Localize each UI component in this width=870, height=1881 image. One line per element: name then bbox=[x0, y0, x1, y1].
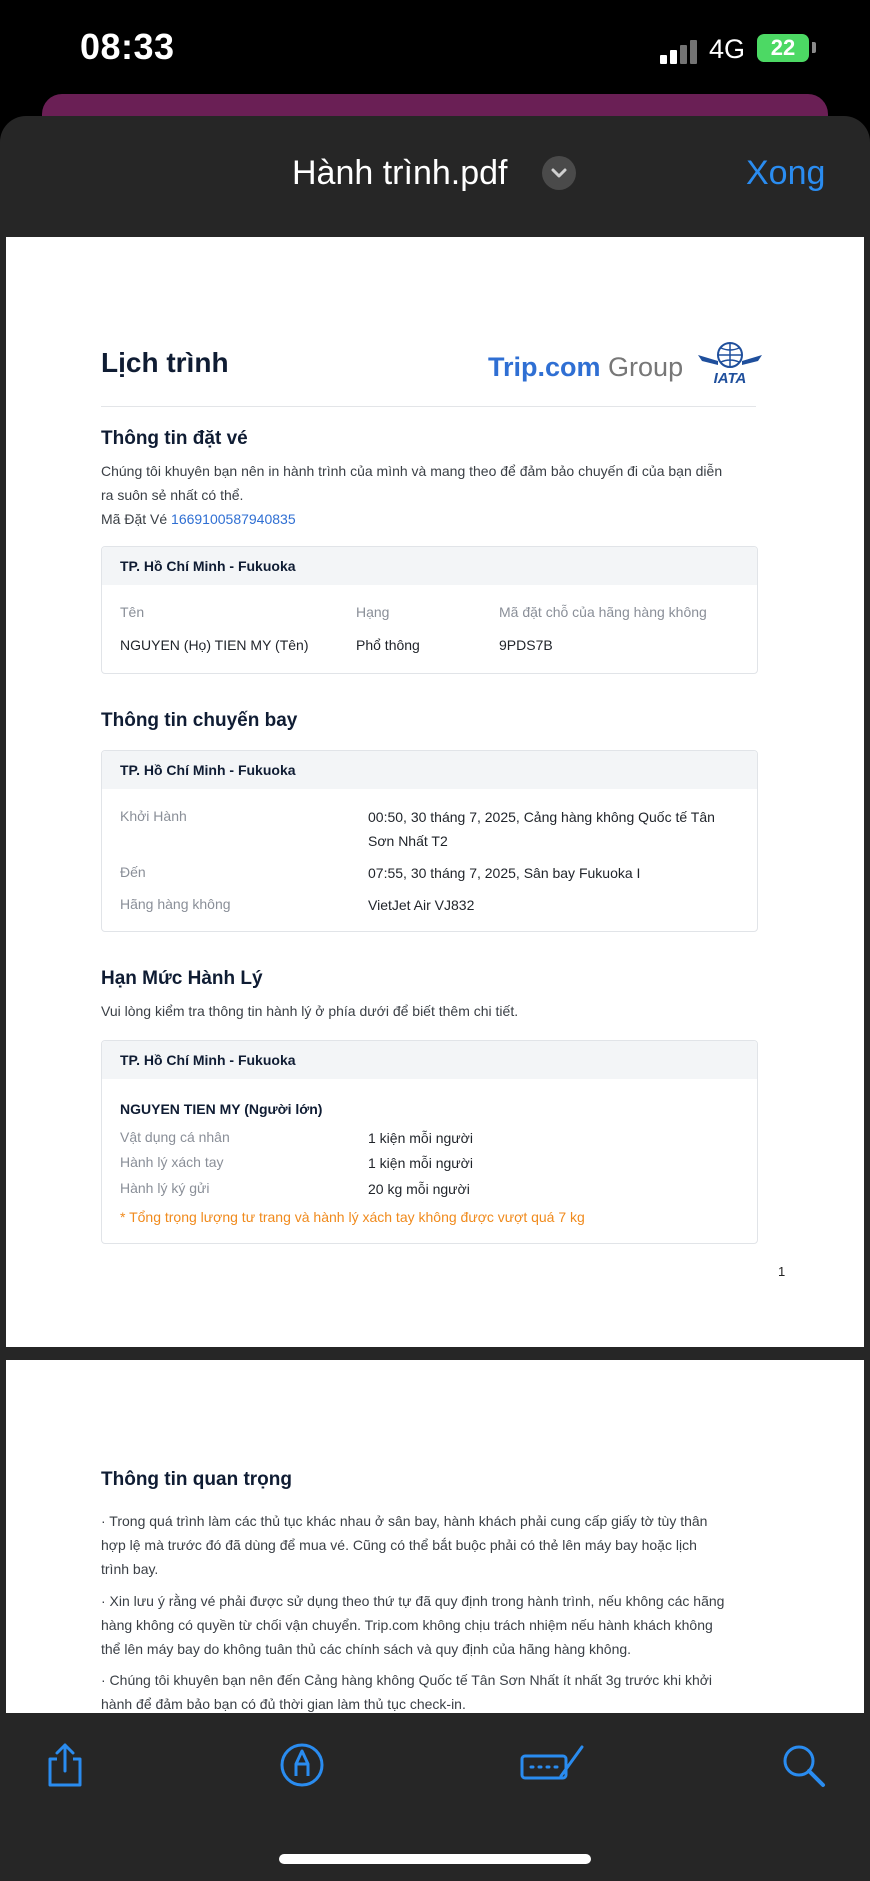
document-title[interactable]: Hành trình.pdf bbox=[292, 154, 508, 192]
logo-group-text: Group bbox=[608, 352, 684, 382]
home-indicator[interactable] bbox=[279, 1854, 591, 1864]
search-icon[interactable] bbox=[780, 1742, 826, 1788]
baggage-passenger: NGUYEN TIEN MY (Người lớn) bbox=[120, 1101, 323, 1117]
doc-title: Lịch trình bbox=[101, 347, 229, 378]
booking-intro bbox=[101, 459, 761, 531]
booking-code-row bbox=[101, 507, 761, 531]
important-para-3 bbox=[101, 1668, 761, 1716]
depart-label: Khởi Hành bbox=[120, 808, 187, 824]
booking-card bbox=[101, 546, 758, 674]
baggage-card bbox=[101, 1040, 758, 1244]
share-icon[interactable] bbox=[42, 1742, 88, 1788]
airline-pnr: 9PDS7B bbox=[499, 637, 553, 653]
personal-item-value: 1 kiện mỗi người bbox=[368, 1130, 473, 1146]
depart-value-line-2: Sơn Nhất T2 bbox=[368, 833, 448, 849]
airline-label: Hãng hàng không bbox=[120, 896, 231, 912]
battery-tip bbox=[812, 42, 816, 53]
arrive-value: 07:55, 30 tháng 7, 2025, Sân bay Fukuoka I bbox=[368, 865, 641, 881]
carryon-label: Hành lý xách tay bbox=[120, 1154, 224, 1170]
booking-intro-line-1: Chúng tôi khuyên bạn nên in hành trình của mình và mang theo để đảm bảo chuyến đi của bạn diễn bbox=[101, 463, 723, 479]
booking-code-label: Mã Đặt Vé bbox=[101, 511, 168, 527]
cabin-class: Phổ thông bbox=[356, 637, 420, 653]
page-number: 1 bbox=[778, 1264, 786, 1279]
flight-card-route: TP. Hồ Chí Minh - Fukuoka bbox=[102, 751, 757, 789]
important-p1-line-3: trình bay. bbox=[101, 1561, 159, 1577]
important-p3-line-2: hành để đảm bảo bạn có đủ thời gian làm thủ tục check-in. bbox=[101, 1696, 466, 1712]
markup-icon[interactable] bbox=[279, 1742, 325, 1788]
flight-card bbox=[101, 750, 758, 932]
signal-icon bbox=[660, 38, 700, 64]
depart-value-line-1: 00:50, 30 tháng 7, 2025, Cảng hàng không Quốc tế Tân bbox=[368, 809, 715, 825]
baggage-heading: Hạn Mức Hành Lý bbox=[101, 968, 263, 989]
header-divider bbox=[101, 406, 756, 407]
battery-icon bbox=[757, 34, 809, 62]
baggage-note: * Tổng trọng lượng tư trang và hành lý xách tay không được vượt quá 7 kg bbox=[120, 1209, 585, 1225]
title-menu-button[interactable] bbox=[542, 156, 576, 190]
passenger-name: NGUYEN (Họ) TIEN MY (Tên) bbox=[120, 637, 309, 653]
booking-heading: Thông tin đặt vé bbox=[101, 428, 248, 449]
important-p3-line-1: · Chúng tôi khuyên bạn nên đến Cảng hàng không Quốc tế Tân Sơn Nhất ít nhất 3g trước khi khởi bbox=[101, 1672, 713, 1688]
logo-trip-text: Trip.com bbox=[488, 352, 601, 382]
personal-item-label: Vật dụng cá nhân bbox=[120, 1129, 230, 1145]
signature-icon[interactable] bbox=[519, 1742, 587, 1788]
battery-level: 22 bbox=[770, 35, 796, 60]
booking-card-route: TP. Hồ Chí Minh - Fukuoka bbox=[102, 547, 757, 585]
status-time: 08:33 bbox=[80, 26, 175, 67]
arrive-label: Đến bbox=[120, 864, 146, 880]
booking-code-link[interactable]: 1669100587940835 bbox=[171, 511, 296, 527]
iata-logo bbox=[696, 341, 764, 385]
col-name-label: Tên bbox=[120, 604, 145, 620]
done-button[interactable]: Xong bbox=[746, 154, 826, 192]
network-type: 4G bbox=[709, 34, 746, 64]
checked-value: 20 kg mỗi người bbox=[368, 1181, 470, 1197]
col-class-label: Hạng bbox=[356, 604, 390, 620]
booking-intro-line-2: ra suôn sẻ nhất có thể. bbox=[101, 487, 244, 503]
important-p1-line-2: hợp lệ mà trước đó đã dùng để mua vé. Cũng có thể bắt buộc phải có thẻ lên máy bay hoặc lịch bbox=[101, 1537, 697, 1553]
carryon-value: 1 kiện mỗi người bbox=[368, 1155, 473, 1171]
important-para-2 bbox=[101, 1589, 761, 1661]
important-heading: Thông tin quan trọng bbox=[101, 1469, 293, 1490]
important-para-1 bbox=[101, 1509, 761, 1581]
important-p2-line-1: · Xin lưu ý rằng vé phải được sử dụng theo thứ tự đã quy định trong hành trình, nếu không các hãng bbox=[101, 1593, 725, 1609]
baggage-card-route: TP. Hồ Chí Minh - Fukuoka bbox=[102, 1041, 757, 1079]
airline-value: VietJet Air VJ832 bbox=[368, 897, 475, 913]
flight-heading: Thông tin chuyến bay bbox=[101, 710, 298, 731]
important-p1-line-1: · Trong quá trình làm các thủ tục khác nhau ở sân bay, hành khách phải cung cấp giấy tờ tùy thân bbox=[101, 1513, 708, 1529]
baggage-intro: Vui lòng kiểm tra thông tin hành lý ở phía dưới để biết thêm chi tiết. bbox=[101, 1003, 519, 1019]
important-p2-line-3: thể lên máy bay do không tuân thủ các chính sách và quy định của hãng hàng không. bbox=[101, 1641, 632, 1657]
iata-text: IATA bbox=[713, 370, 747, 385]
trip-com-logo bbox=[488, 352, 683, 383]
col-pnr-label: Mã đặt chỗ của hãng hàng không bbox=[499, 604, 707, 620]
important-p2-line-2: hàng không có quyền từ chối vận chuyển. Trip.com không chịu trách nhiệm nếu hành khách không bbox=[101, 1617, 713, 1633]
chevron-down-icon bbox=[542, 156, 576, 190]
checked-label: Hành lý ký gửi bbox=[120, 1180, 210, 1196]
depart-value bbox=[368, 805, 715, 853]
